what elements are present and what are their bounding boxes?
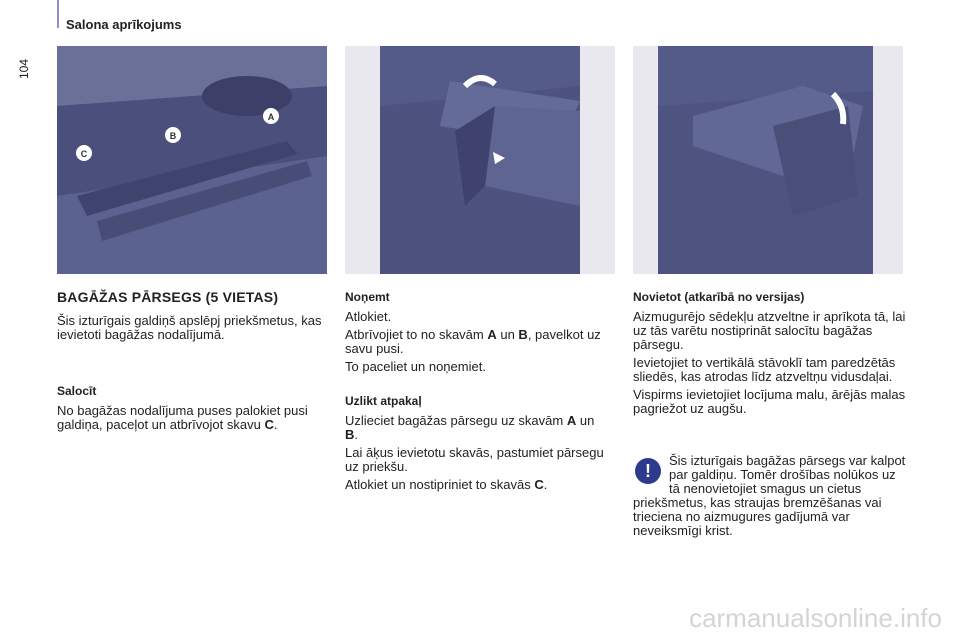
- salocit-text: No bagāžas nodalījuma puses palokiet pusi galdiņa, paceļot un atbrīvojot skavu C.: [57, 403, 308, 432]
- nonemt-p2: Atbrīvojiet to no skavām A un B, pavelkot uz savu pusi.: [345, 327, 601, 356]
- novietot-heading: Novietot (atkarībā no versijas): [633, 290, 805, 304]
- section-title: BAGĀŽAS PĀRSEGS (5 VIETAS): [57, 289, 279, 305]
- header-accent-bar: [57, 0, 59, 28]
- label-b: B: [169, 131, 177, 141]
- photo-stow-cover: [633, 46, 903, 274]
- label-a-badge: [263, 108, 279, 124]
- label-b-badge: [165, 127, 181, 143]
- label-c: C: [80, 149, 88, 159]
- page-header: Salona aprīkojums: [66, 17, 182, 32]
- label-a: A: [267, 112, 275, 122]
- nonemt-p1: Atlokiet.: [345, 309, 392, 324]
- novietot-p3: Vispirms ievietojiet locījuma malu, ārējās malas pagriežot uz augšu.: [633, 387, 906, 416]
- novietot-p1: Aizmugurējo sēdekļu atzveltne ir aprīkota tā, lai uz tās varētu nostiprināt salocītu bagāžas pārsegu.: [633, 309, 906, 352]
- page-number: 104: [17, 58, 32, 80]
- watermark: carmanualsonline.info: [689, 603, 942, 633]
- nonemt-heading: Noņemt: [345, 290, 390, 304]
- warning-icon: !: [635, 458, 661, 484]
- salocit-heading: Salocīt: [57, 384, 97, 398]
- warning-box: [633, 454, 908, 538]
- warning-text: Šis izturīgais bagāžas pārsegs var kalpot par galdiņu. Tomēr drošības nolūkos uz tā nenovietojiet smagus un cietus priekšmetus, kas straujas bremzēšanas vai trieciena no aizmugures gadījumā var neveiksmīgi krist.: [633, 453, 906, 538]
- photo-remove-cover: [345, 46, 615, 274]
- nonemt-p3: To paceliet un noņemiet.: [345, 359, 486, 374]
- label-c-badge: [76, 145, 92, 161]
- column-stow: [633, 290, 908, 420]
- photo-cover-clips: [57, 46, 327, 274]
- column-remove: [345, 290, 610, 496]
- novietot-p2: Ievietojiet to vertikālā stāvoklī tam paredzētās sliedēs, kas atrodas līdz atzveltņu vidusdaļai.: [633, 355, 896, 384]
- column-intro: [57, 290, 337, 436]
- uzlikt-heading: Uzlikt atpakaļ: [345, 394, 422, 408]
- uzlikt-p2: Lai āķus ievietotu skavās, pastumiet pārsegu uz priekšu.: [345, 445, 604, 474]
- uzlikt-p3: Atlokiet un nostipriniet to skavās C.: [345, 477, 548, 492]
- intro-text: Šis izturīgais galdiņš apslēpj priekšmetus, kas ievietoti bagāžas nodalījumā.: [57, 313, 322, 342]
- uzlikt-p1: Uzlieciet bagāžas pārsegu uz skavām A un B.: [345, 413, 595, 442]
